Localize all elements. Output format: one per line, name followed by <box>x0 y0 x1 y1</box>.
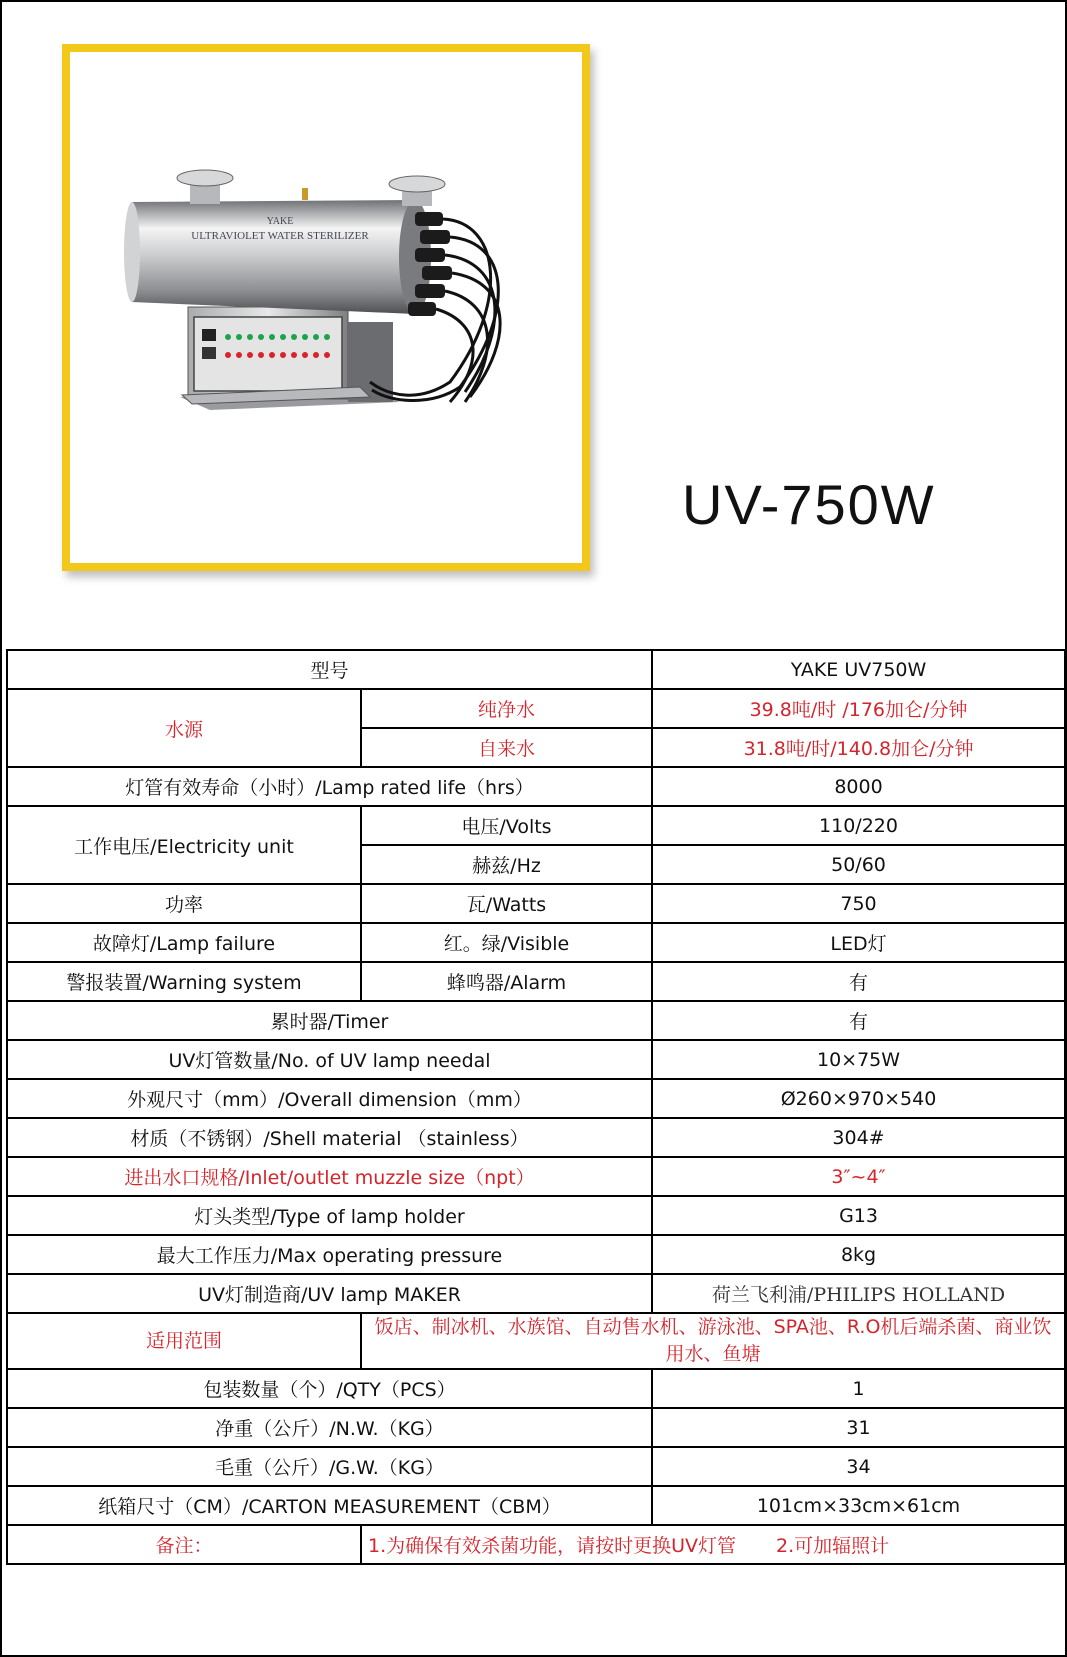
model-label: 型号 <box>7 650 652 689</box>
gw-value: 34 <box>652 1447 1065 1486</box>
table-row <box>7 767 1065 806</box>
lamp-failure-sub: 红。绿/Visible <box>361 923 652 962</box>
holder-label: 灯头类型/Type of lamp holder <box>7 1196 652 1235</box>
table-row <box>7 962 1065 1001</box>
power-label: 功率 <box>7 884 361 923</box>
warning-sub: 蜂鸣器/Alarm <box>361 962 652 1001</box>
nw-label: 净重（公斤）/N.W.（KG） <box>7 1408 652 1447</box>
hz-value: 50/60 <box>652 845 1065 884</box>
table-row <box>7 1040 1065 1079</box>
remark-note-1: 1.为确保有效杀菌功能，请按时更换UV灯管 <box>368 1535 737 1557</box>
application-value: 饭店、制冰机、水族馆、自动售水机、游泳池、SPA池、R.O机后端杀菌、商业饮用水、鱼塘 <box>361 1313 1065 1369</box>
maker-label: UV灯制造商/UV lamp MAKER <box>7 1274 652 1313</box>
table-row <box>7 1408 1065 1447</box>
product-image <box>70 52 582 563</box>
power-value: 750 <box>652 884 1065 923</box>
table-row <box>7 1235 1065 1274</box>
table-row <box>7 1486 1065 1525</box>
dimension-value: Ø260×970×540 <box>652 1079 1065 1118</box>
table-row <box>7 1274 1065 1313</box>
volts-value: 110/220 <box>652 806 1065 845</box>
qty-label: 包装数量（个）/QTY（PCS） <box>7 1369 652 1408</box>
pure-water-value: 39.8吨/时 /176加仑/分钟 <box>652 689 1065 728</box>
inlet-value: 3″~4″ <box>652 1157 1065 1196</box>
warning-value: 有 <box>652 962 1065 1001</box>
carton-label: 纸箱尺寸（CM）/CARTON MEASUREMENT（CBM） <box>7 1486 652 1525</box>
table-row <box>7 1118 1065 1157</box>
table-row <box>7 1447 1065 1486</box>
lamp-life-label: 灯管有效寿命（小时）/Lamp rated life（hrs） <box>7 767 652 806</box>
volts-label: 电压/Volts <box>361 806 652 845</box>
pressure-value: 8kg <box>652 1235 1065 1274</box>
spec-table <box>6 649 1066 1565</box>
pure-water-label: 纯净水 <box>361 689 652 728</box>
table-row <box>7 806 1065 845</box>
model-value: YAKE UV750W <box>652 650 1065 689</box>
gw-label: 毛重（公斤）/G.W.（KG） <box>7 1447 652 1486</box>
water-source-label: 水源 <box>7 689 361 767</box>
table-row <box>7 1525 1065 1564</box>
nw-value: 31 <box>652 1408 1065 1447</box>
table-row <box>7 1196 1065 1235</box>
product-photo-frame <box>62 44 590 571</box>
table-row <box>7 1001 1065 1040</box>
pressure-label: 最大工作压力/Max operating pressure <box>7 1235 652 1274</box>
dimension-label: 外观尺寸（mm）/Overall dimension（mm） <box>7 1079 652 1118</box>
remark-note-2: 2.可加辐照计 <box>776 1535 890 1557</box>
lamp-count-value: 10×75W <box>652 1040 1065 1079</box>
table-row <box>7 1079 1065 1118</box>
material-label: 材质（不锈钢）/Shell material （stainless） <box>7 1118 652 1157</box>
model-title: UV-750W <box>682 473 936 536</box>
table-row <box>7 1369 1065 1408</box>
timer-label: 累时器/Timer <box>7 1001 652 1040</box>
qty-value: 1 <box>652 1369 1065 1408</box>
holder-value: G13 <box>652 1196 1065 1235</box>
inlet-label: 进出水口规格/Inlet/outlet muzzle size（npt） <box>7 1157 652 1196</box>
remark-label: 备注： <box>7 1525 361 1564</box>
table-row <box>7 1157 1065 1196</box>
remark-notes <box>361 1525 1065 1564</box>
lamp-count-label: UV灯管数量/No. of UV lamp needal <box>7 1040 652 1079</box>
material-value: 304# <box>652 1118 1065 1157</box>
tap-water-value: 31.8吨/时/140.8加仑/分钟 <box>652 728 1065 767</box>
carton-value: 101cm×33cm×61cm <box>652 1486 1065 1525</box>
table-row <box>7 689 1065 728</box>
power-sub: 瓦/Watts <box>361 884 652 923</box>
electricity-label: 工作电压/Electricity unit <box>7 806 361 884</box>
table-row <box>7 650 1065 689</box>
hz-label: 赫兹/Hz <box>361 845 652 884</box>
table-row <box>7 1313 1065 1369</box>
lamp-life-value: 8000 <box>652 767 1065 806</box>
warning-label: 警报装置/Warning system <box>7 962 361 1001</box>
photo-product-label: ULTRAVIOLET WATER STERILIZER <box>191 230 369 242</box>
lamp-failure-value: LED灯 <box>652 923 1065 962</box>
application-label: 适用范围 <box>7 1313 361 1369</box>
maker-value: 荷兰飞利浦/PHILIPS HOLLAND <box>652 1274 1065 1313</box>
photo-brand-label: YAKE <box>266 216 294 227</box>
table-row <box>7 923 1065 962</box>
tap-water-label: 自来水 <box>361 728 652 767</box>
lamp-failure-label: 故障灯/Lamp failure <box>7 923 361 962</box>
timer-value: 有 <box>652 1001 1065 1040</box>
table-row <box>7 884 1065 923</box>
